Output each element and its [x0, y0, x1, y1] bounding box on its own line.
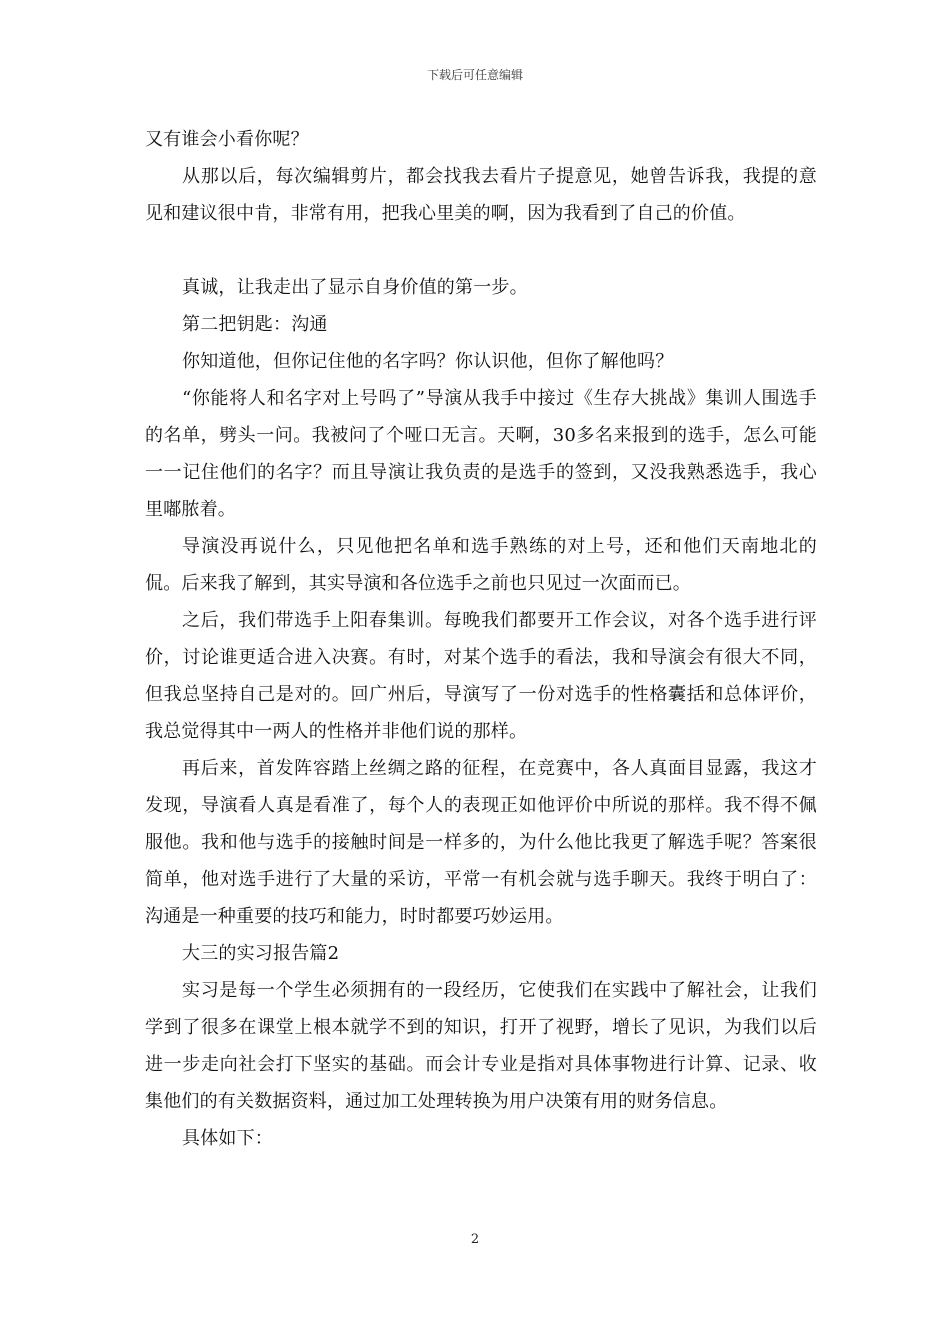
paragraph: 真诚，让我走出了显示自身价值的第一步。 — [182, 277, 528, 298]
paragraph: 导演没再说什么，只见他把名单和选手熟练的对上号，还和他们天南地北的侃。后来我了解到，其实导演和各位选手之前也只见过一次面而已。 — [145, 536, 817, 594]
document-body — [145, 121, 817, 1157]
page-header: 下载后可任意编辑 — [426, 68, 523, 82]
paragraph: 你知道他，但你记住他的名字吗？你认识他，但你了解他吗？ — [182, 351, 674, 372]
paragraph: 实习是每一个学生必须拥有的一段经历，它使我们在实践中了解社会，让我们学到了很多在课堂上根本就学不到的知识，打开了视野，增长了见识，为我们以后进一步走向社会打下坚实的基础。而会计专业是指对具体事物进行计算、记录、收集他们的有关数据资料，通过加工处理转换为用户决策有用的财务信息。 — [145, 980, 817, 1112]
paragraph: 再后来，首发阵容踏上丝绸之路的征程，在竞赛中，各人真面目显露，我这才发现，导演看人真是看准了，每个人的表现正如他评价中所说的那样。我不得不佩服他。我和他与选手的接触时间是一样多的，为什么他比我更了解选手呢？答案很简单，他对选手进行了大量的采访，平常一有机会就与选手聊天。我终于明白了：沟通是一种重要的技巧和能力，时时都要巧妙运用。 — [145, 758, 817, 927]
section-heading: 第二把钥匙：沟通 — [182, 314, 328, 335]
paragraph: 之后，我们带选手上阳春集训。每晚我们都要开工作会议，对各个选手进行评价，讨论谁更适合进入决赛。有时，对某个选手的看法，我和导演会有很大不同，但我总坚持自己是对的。回广州后，导演写了一份对选手的性格囊括和总体评价，我总觉得其中一两人的性格并非他们说的那样。 — [145, 610, 817, 742]
paragraph-spacer — [145, 232, 817, 269]
paragraph: 具体如下： — [182, 1128, 273, 1149]
section-heading: 大三的实习报告篇2 — [182, 943, 340, 964]
paragraph: 从那以后，每次编辑剪片，都会找我去看片子提意见，她曾告诉我，我提的意见和建议很中肯，非常有用，把我心里美的啊，因为我看到了自己的价值。 — [145, 166, 817, 224]
paragraph: “你能将人和名字对上号吗了”导演从我手中接过《生存大挑战》集训人围选手的名单，劈头一问。我被问了个哑口无言。天啊，30多名来报到的选手，怎么可能一一记住他们的名字？而且导演让我负责的是选手的签到，又没我熟悉选手，我心里嘟脓着。 — [145, 388, 817, 520]
paragraph: 又有谁会小看你呢？ — [145, 129, 309, 150]
page-number: 2 — [470, 1232, 480, 1247]
